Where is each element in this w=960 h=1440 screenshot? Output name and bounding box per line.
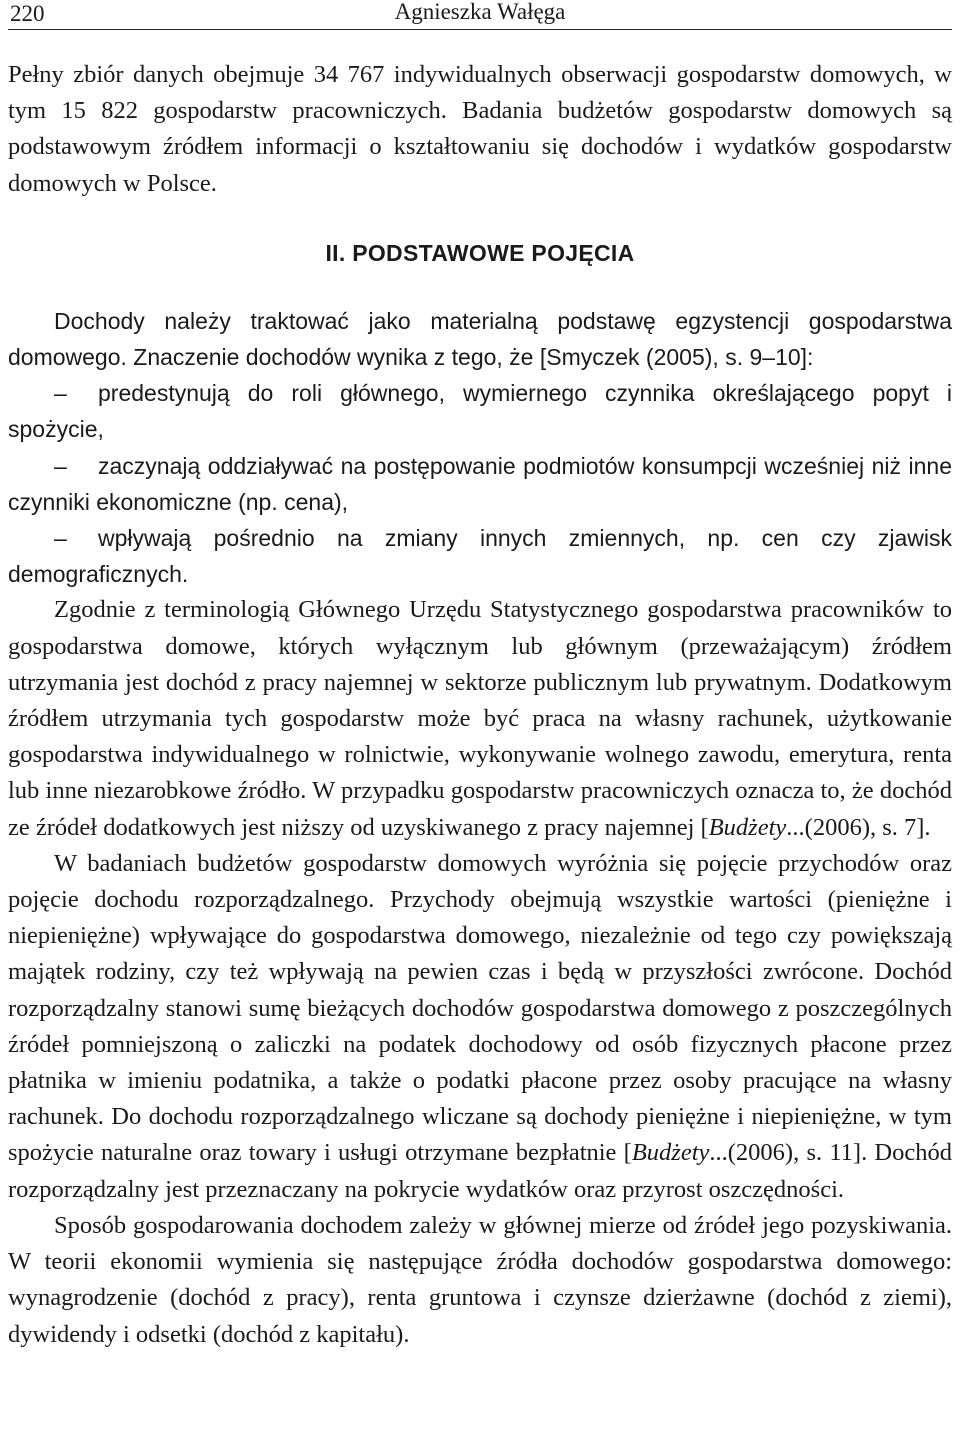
list-item-text: predestynują do roli głównego, wymiernego czynnika określającego popyt i spożycie,	[8, 380, 952, 443]
list-item-text: wpływają pośrednio na zmiany innych zmiennych, np. cen czy zjawisk demograficznych.	[8, 525, 952, 588]
page-number: 220	[10, 1, 45, 26]
dash-bullet: –	[54, 380, 67, 407]
paragraph-text: W badaniach budżetów gospodarstw domowych wyróżnia się pojęcie przychodów oraz pojęcie dochodu rozporządzalnego. Przychody obejmują wszystkie wartości (pieniężne i niepieniężne) wpływające do gospodarstwa domowego, niezależnie od tego czy powiększają majątek rodziny, czy też wpływają na pewien czas i będą w przyszłości zwrócone. Dochód rozporządzalny stanowi sumę bieżących dochodów gospodarstwa domowego z poszczególnych źródeł pomniejszoną o zaliczki na podatek dochodowy od osób fizycznych płacone przez płatnika w imieniu podatnika, a także o podatki płacone przez osoby pracujące na własny rachunek. Do dochodu rozporządzalnego wliczane są dochody pieniężne i niepieniężne, w tym spożycie naturalne oraz towary i usługi otrzymane bezpłatnie [	[8, 849, 952, 1167]
paragraph-intro: Pełny zbiór danych obejmuje 34 767 indywidualnych obserwacji gospodarstw domowych, w tym 15 822 gospodarstw pracowniczych. Badania budżetów gospodarstw domowych są podstawowym źródłem informacji o kształtowaniu się dochodów i wydatków gospodarstw domowych w Polsce.	[8, 61, 952, 197]
dash-bullet: –	[54, 452, 67, 479]
paragraph-text: ...(2006), s. 11]. Dochód rozporządzalny jest przeznaczany na pokrycie wydatków oraz przyrost oszczędności.	[8, 1139, 952, 1203]
paragraph-disposable-income	[8, 846, 952, 1208]
list-item	[8, 448, 952, 520]
list-item-text: zaczynają oddziaływać na postępowanie podmiotów konsumpcji wcześniej niż inne czynniki ekonomiczne (np. cena),	[8, 452, 952, 515]
paragraph-gus-terminology	[8, 592, 952, 845]
document-page	[8, 0, 952, 1440]
running-header-author: Agnieszka Wałęga	[394, 0, 566, 24]
document-body	[8, 57, 952, 1353]
dash-bullet: –	[54, 525, 67, 552]
citation-title: Budżety	[631, 1139, 710, 1167]
list-item	[8, 520, 952, 592]
citation-title: Budżety	[708, 813, 787, 841]
paragraph-text: ...(2006), s. 7].	[786, 813, 931, 841]
paragraph-income-sources: Sposób gospodarowania dochodem zależy w głównej mierze od źródeł jego pozyskiwania. W teorii ekonomii wymienia się następujące źródła dochodów gospodarstwa domowego: wynagrodzenie (dochód z pracy), renta gruntowa i czynsze dzierżawne (dochód z ziemi), dywidendy i odsetki (dochód z kapitału).	[8, 1211, 952, 1348]
paragraph-text: Zgodnie z terminologią Głównego Urzędu Statystycznego gospodarstwa pracowników to gospodarstwa domowe, których wyłącznym lub głównym (przeważającym) źródłem utrzymania jest dochód z pracy najemnej w sektorze publicznym lub prywatnym. Dodatkowym źródłem utrzymania tych gospodarstw może być praca na własny rachunek, użytkowanie gospodarstwa indywidualnego w rolnictwie, wykonywanie wolnego zawodu, emerytura, renta lub inne niezarobkowe źródło. W przypadku gospodarstw pracowniczych oznacza to, że dochód ze źródeł dodatkowych jest niższy od uzyskiwanego z pracy najemnej [	[8, 596, 952, 841]
list-item	[8, 375, 952, 447]
running-header	[8, 0, 952, 30]
section-heading: II. PODSTAWOWE POJĘCIA	[325, 239, 635, 266]
paragraph-income-definition: Dochody należy traktować jako materialną podstawę egzystencji gospodarstwa domowego. Znaczenie dochodów wynika z tego, że [Smyczek (2005), s. 9–10]:	[8, 307, 952, 371]
dash-list	[8, 375, 952, 592]
